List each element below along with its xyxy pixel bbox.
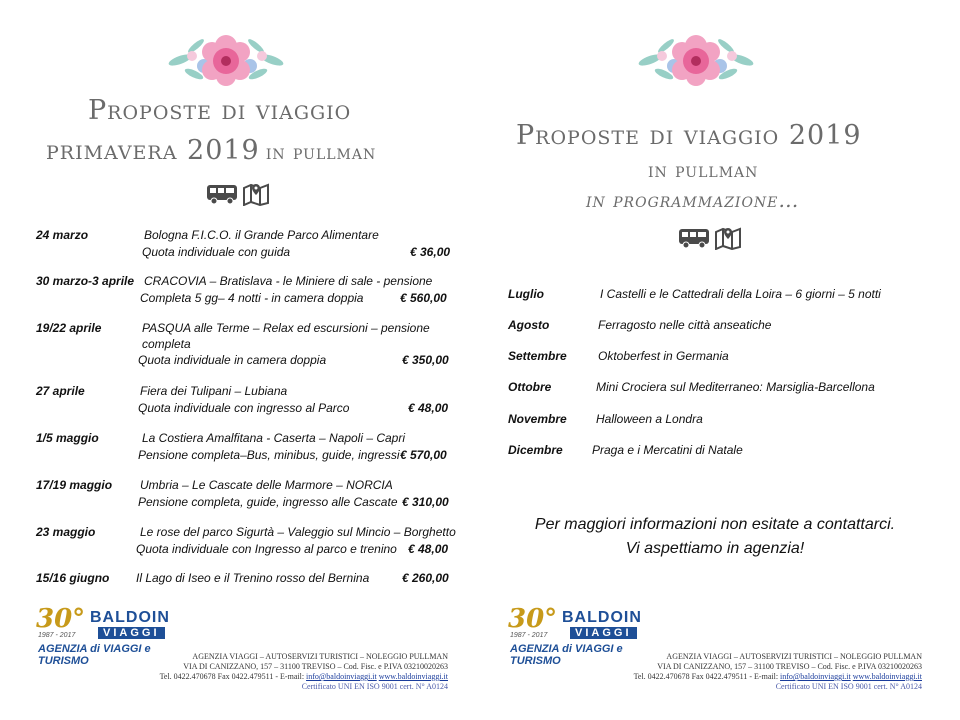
logo-thirty: 30° [508,604,558,634]
trip-detail: Quota individuale con guida [142,245,291,259]
logo-years: 1987 - 2017 [38,632,76,639]
logo-tagline: AGENZIA di VIAGGI e TURISMO [510,643,623,667]
logo-years: 1987 - 2017 [510,632,548,639]
trip-date: 17/19 maggio [36,478,113,492]
trip-price: € 260,00 [402,571,449,585]
trip-detail: Quota individuale in camera doppia [138,353,327,367]
trip-title: CRACOVIA – Bratislava - le Miniere di sale - pensione [144,274,433,288]
baldoin-logo [508,604,658,667]
month-desc: Mini Crociera sul Mediterraneo: Marsiglia-Barcellona [596,380,875,394]
trip-title: Il Lago di Iseo e il Trenino rosso del Bernina [136,571,370,585]
footer-phone: Tel. 0422.470678 Fax 0422.479511 - E-mail: [159,672,305,681]
trip-price: € 48,00 [408,542,449,556]
trip-title: Fiera dei Tulipani – Lubiana [140,384,288,398]
website-link[interactable]: www.baldoinviaggi.it [852,672,922,681]
trip-date: 19/22 aprile [36,321,102,335]
footer-line3 [634,672,922,682]
map-pin-icon [242,182,270,206]
trip-date: 27 aprile [36,384,85,398]
month-desc: Praga e i Mercatini di Natale [592,443,743,457]
flower-wreath-icon [636,30,756,88]
trip-price: € 350,00 [402,353,449,367]
trip-title-cont: completa [142,337,191,351]
footer [160,652,448,692]
month-label: Luglio [508,287,544,301]
trip-item [36,227,456,261]
right-title-line1: Proposte di viaggio 2019 [516,120,862,151]
footer-line1: AGENZIA VIAGGI – AUTOSERVIZI TURISTICI – NOLEGGIO PULLMAN [666,652,922,661]
logo-thirty: 30° [36,604,86,634]
footer-line2: VIA DI CANIZZANO, 157 – 31100 TREVISO – Cod. Fisc. e P.IVA 03210020263 [183,662,448,671]
left-title-pullman: in pullman [265,140,377,164]
trip-item [36,524,456,558]
footer-phone: Tel. 0422.470678 Fax 0422.479511 - E-mail: [633,672,779,681]
trip-date: 30 marzo-3 aprile [36,274,135,288]
logo-tagline: AGENZIA di VIAGGI e TURISMO [38,643,151,667]
flower-wreath-icon [166,30,286,88]
left-title-line2 [46,135,376,166]
right-panel [480,0,960,720]
trip-detail: Pensione completa–Bus, minibus, guide, ingressi [138,448,400,462]
left-title-season: primavera 2019 [46,135,260,166]
trip-item [36,477,456,511]
logo-brand: BALDOIN [562,609,642,626]
bus-icon [678,227,710,249]
trip-item [36,430,456,464]
month-desc: Oktoberfest in Germania [598,349,729,363]
right-title-line3: in programmazione… [586,188,800,212]
month-label: Agosto [508,318,550,332]
month-desc: Halloween a Londra [596,412,703,426]
trip-date: 24 marzo [36,228,89,242]
footer-line1: AGENZIA VIAGGI – AUTOSERVIZI TURISTICI – NOLEGGIO PULLMAN [192,652,448,661]
email-link[interactable]: info@baldoinviaggi.it [306,672,377,681]
right-icons [678,226,742,250]
month-label: Novembre [508,412,567,426]
logo-brand: BALDOIN [90,609,170,626]
trip-item [36,570,456,588]
trip-item [36,383,456,417]
month-desc: I Castelli e le Cattedrali della Loira – 6 giorni – 5 notti [600,287,881,301]
trip-title: Le rose del parco Sigurtà – Valeggio sul Mincio – Borghetto [140,525,456,539]
left-title-line1: Proposte di viaggio [88,95,352,126]
trip-date: 23 maggio [36,525,96,539]
trip-item [36,273,456,307]
closing-line1: Per maggiori informazioni non esitate a contattarci. [534,516,896,533]
email-link[interactable]: info@baldoinviaggi.it [780,672,851,681]
month-label: Dicembre [508,443,563,457]
trip-price: € 36,00 [410,245,451,259]
trip-detail: Pensione completa, guide, ingresso alle Cascate [138,495,398,509]
trip-detail: Quota individuale con ingresso al Parco [138,401,350,415]
bus-icon [206,183,238,205]
trip-title: La Costiera Amalfitana - Caserta – Napoli – Capri [142,431,406,445]
right-title-line2: in pullman [648,158,759,182]
trip-date: 15/16 giugno [36,571,110,585]
month-label: Settembre [508,349,567,363]
left-icons [206,182,270,206]
baldoin-logo [36,604,186,667]
trip-item [36,320,456,370]
closing-message [500,513,930,561]
trip-detail: Completa 5 gg– 4 notti - in camera doppia [140,291,364,305]
footer-line2: VIA DI CANIZZANO, 157 – 31100 TREVISO – Cod. Fisc. e P.IVA 03210020263 [657,662,922,671]
trip-price: € 560,00 [400,291,447,305]
trip-price: € 310,00 [402,495,449,509]
trip-detail: Quota individuale con Ingresso al parco e trenino [136,542,397,556]
logo-viaggi: VIAGGI [98,627,165,639]
footer-cert: Certificato UNI EN ISO 9001 cert. N° A0124 [775,682,922,691]
footer-line3 [160,672,448,682]
footer [634,652,922,692]
trip-title: Bologna F.I.C.O. il Grande Parco Alimentare [144,228,379,242]
trip-price: € 570,00 [400,448,447,462]
trip-title: Umbria – Le Cascate delle Marmore – NORCIA [140,478,393,492]
footer-cert: Certificato UNI EN ISO 9001 cert. N° A0124 [301,682,448,691]
trip-date: 1/5 maggio [36,431,99,445]
map-pin-icon [714,226,742,250]
trip-title: PASQUA alle Terme – Relax ed escursioni – pensione [142,321,430,335]
month-desc: Ferragosto nelle città anseatiche [598,318,772,332]
logo-viaggi: VIAGGI [570,627,637,639]
website-link[interactable]: www.baldoinviaggi.it [378,672,448,681]
month-label: Ottobre [508,380,552,394]
closing-line2: Vi aspettiamo in agenzia! [625,540,805,557]
trip-price: € 48,00 [408,401,449,415]
